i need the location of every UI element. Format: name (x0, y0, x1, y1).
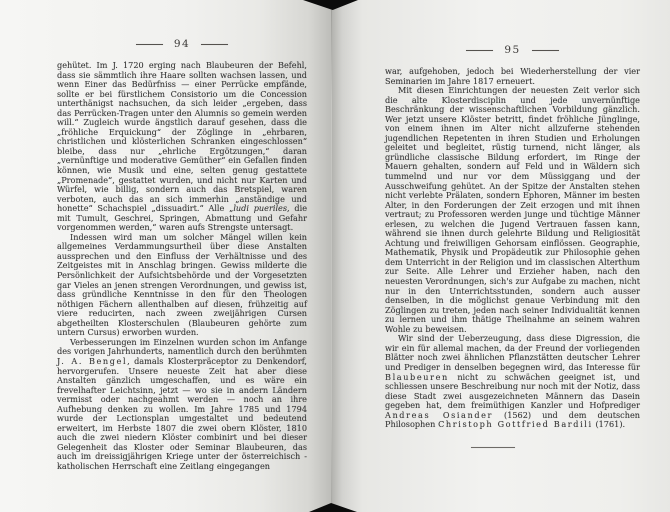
left-text-block (57, 38, 307, 472)
text-segment: , die mit Tumult, Geschrei, Springen, Abmattung und Gefahr vorgenommen werden,“ waren aufs Strengste untersagt. (57, 203, 307, 233)
paragraph (385, 86, 640, 334)
text-segment: Verbesserungen im Einzelnen wurden schon im Anfange des vorigen Jahrhunderts, namentlich durch den berühmten (57, 336, 307, 357)
paragraph (385, 67, 640, 86)
text-segment: Wir sind der Ueberzeugung, dass diese Digression, die wir ein für allemal machen, da der Freund der vorliegenden Blätter noch zwei ähnlichen Pflanzstätten deutscher Lehrer und Prediger in denselben begegnen wird, das Interesse für (385, 333, 640, 372)
text-segment: Indessen wird man um solcher Mängel willen kein allgemeines Verdammungsurtheil über diese Anstalten aussprechen und den Einfluss der Verhältnisse und des Zeitgeistes mit in Anschlag bringen. Gewiss milderte die Persönlichkeit der Aufsichtsbehörde und der Vorgesetzten gar Vieles an jenen strengen Verordnungen, und gewiss ist, dass gründliche Kenntnisse in den für den Theologen nöthigen Fächern allenthalben auf diesen, frühzeitig auf viere reducirten, nach zween zweijährigen Cursen abgetheilten Klosterschulen (Blaubeuren gehörte zum untern Cursus) erworben wurden. (57, 231, 307, 338)
left-page-body (57, 61, 307, 472)
text-segment: Andreas Osiander (385, 409, 494, 420)
left-page-header (57, 38, 307, 50)
right-page-body (385, 67, 640, 430)
text-segment: J. A. Bengel (57, 355, 128, 366)
header-rule-left (466, 50, 493, 51)
text-segment: ludi pueriles (233, 203, 288, 214)
text-segment: , damals Klosterpräceptor zu Denkendorf, hervorgerufen. Unsere neueste Zeit hat aber diese Anstalten gänzlich umgeschaffen, und es wäre ein frevelhafter Leichtsinn, jetzt — wo sie in andern Ländern vermisst oder nachgeahmt werden — noch an ihre Aufhebung denken zu wollen. Im Jahre 1785 und 1794 wurde der Lectionsplan umgestaltet und bedeutend erweitert, im Herbste 1807 die zwei obern Klöster, 1810 auch die zwei niedern Klöster combinirt und bei dieser Gelegenheit das Kloster oder Seminar Blaubeuren, das auch im dreissigjährigen Kriege unter der österreichisch - katholischen Herrschaft eine Zeitlang eingegangen (57, 355, 308, 471)
section-end-rule (471, 447, 515, 448)
binding-gutter-crease (331, 0, 332, 512)
right-page-header (385, 44, 640, 56)
right-page-number: 95 (504, 44, 521, 56)
header-rule-right (201, 44, 228, 45)
paragraph (57, 338, 307, 472)
paragraph (57, 61, 307, 233)
text-segment: Mit diesen Einrichtungen der neuesten Zeit verlor sich die alte Klosterdisciplin und jede unvernünftige Beschränkung der wissenschaftlichen Vorbildung gänzlich. Wer jetzt unsere Klöster betritt, findet fröhliche Jünglinge, von einem ihnen im Alter nicht allzuferne stehenden jugendlichen Repetenten in ihren Studien und Erholungen geleitet und begleitet, rüstig turnend, nicht länger, als gründliche classische Bildung erfordert, im Ringe der Mauern gehalten, sondern auf Feld und in Wäldern sich tummelnd und nur vor dem Müssiggang und der Ausschweifung gehütet. An der Spitze der Anstalten stehen nicht verlebte Prälaten, sondern Ephoren, Männer im besten Alter, in den Forderungen der Zeit erzogen und mit ihnen vertraut; zu Professoren werden junge und tüchtige Männer erlesen, zu welchen die Jugend Vertrauen fassen kann, während sie ihnen durch gelehrte Bildung und Religiosität Achtung und freiwilligen Gehorsam einflössen. Geographie, Mathematik, Physik und Propädeutik zur Philosophie gehen dem Unterricht in der Religion und im classischen Alterthum zur Seite. Alle Lehrer und Erzieher haben, nach den neuesten Verordnungen, sich's zur Aufgabe zu machen, nicht nur in den Unterrichtsstunden, sondern auch ausser denselben, in die möglichst genaue Verbindung mit den Zöglingen zu treten, jeden nach seiner Individualität kennen zu lernen und ihm thätige Theilnahme an seinem wahren Wohle zu beweisen. (385, 85, 640, 334)
paragraph (57, 233, 307, 338)
paragraph (385, 334, 640, 429)
right-text-block (385, 44, 640, 448)
page-left (0, 0, 332, 512)
page-right (332, 0, 670, 512)
text-segment: (1562) und dem deutschen Philosophen (385, 409, 640, 430)
text-segment: gehütet. Im J. 1720 erging nach Blaubeuren der Befehl, dass sie sämmtlich ihre Haare sollten wachsen lassen, und wenn Einer das Bedürfniss — einer Perrücke empfände, sollte er bei fürstlichem Consistorio um die Concession unterthänigst nachsuchen, da sich leider „ergeben, dass das Perrücken-Tragen unter den Alumnis so gemein werden will.“ Zugleich wurde ängstlich darauf gesehen, dass die „fröhliche Erquickung“ der Zöglinge in „ehrbaren, christlichen und klösterlichen Schranken eingeschlossen“ bleibe, dass nur „ehrliche Ergötzungen,“ daran „vernünftige und moderative Gemüther“ ein Gefallen finden können, wie Musik und eine, selten genug gestattete „Promenade“, gestattet wurden, und nicht nur Karten und Würfel, wie billig, sondern auch das Bretspiel, waren verboten, auch das an sich immerhin „anständige und honette“ Schachspiel „dissuadirt.“ Alle „ (57, 60, 307, 214)
left-page-number: 94 (173, 38, 191, 50)
header-rule-left (136, 44, 163, 45)
header-rule-right (532, 50, 559, 51)
text-segment: (1761). (592, 419, 626, 430)
text-segment: Blaubeuren (385, 371, 449, 382)
text-segment: Christoph Gottfried Bardili (438, 419, 593, 430)
text-segment: nicht zu schwächen geeignet ist, und schliessen unsere Beschreibung nur noch mit der Notiz, dass diese Stadt zwei ausgezeichneten Männern das Dasein gegeben hat, dem freimüthigen Kanzler und Hofprediger (385, 371, 640, 411)
text-segment: war, aufgehoben, jedoch bei Wiederherstellung der vier Seminarien im Jahre 1817 erneuert. (385, 66, 640, 86)
